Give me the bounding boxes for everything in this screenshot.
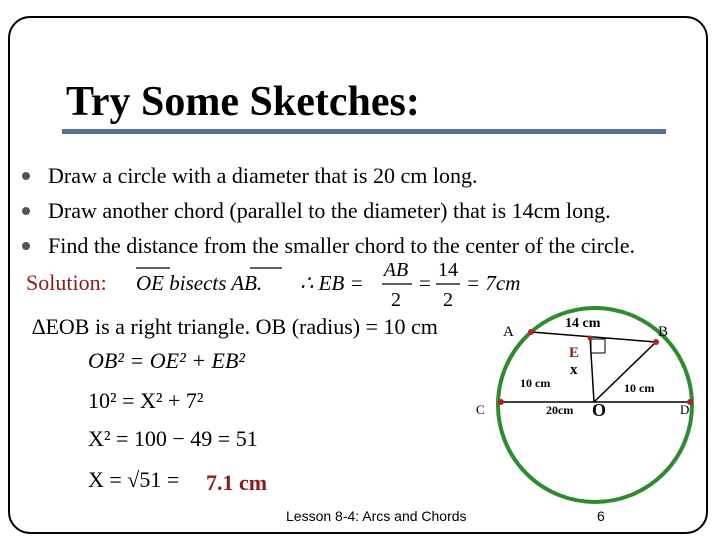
answer-value: 7.1 cm — [206, 470, 268, 495]
label-b: B — [658, 324, 669, 340]
fraction-1-denominator: 2 — [391, 289, 401, 311]
fraction-2-denominator: 2 — [443, 289, 453, 311]
footer-lesson: Lesson 8-4: Arcs and Chords — [286, 508, 467, 524]
therefore-lhs: ∴ EB = — [300, 271, 364, 295]
fraction-1-numerator: AB — [383, 259, 409, 281]
label-c: C — [476, 402, 485, 417]
task-item-3: Find the distance from the smaller chord to the center of the circle. — [22, 228, 635, 263]
point-a — [528, 329, 534, 335]
step-subtract: X² = 100 − 49 = 51 — [88, 426, 258, 451]
task-item-2: Draw another chord (parallel to the diameter) that is 14cm long. — [22, 193, 635, 228]
therefore-rhs: = 7cm — [466, 271, 521, 295]
chord-ab — [531, 332, 656, 342]
triangle-statement: ∆EOB is a right triangle. OB (radius) = 10 cm — [32, 314, 438, 339]
solution-label: Solution: — [26, 270, 107, 295]
page-number: 6 — [597, 508, 605, 524]
label-radius-left: 10 cm — [520, 376, 551, 390]
fraction-2-numerator: 14 — [438, 259, 458, 281]
slide-title: Try Some Sketches: — [66, 79, 420, 125]
step-pythagorean: OB² = OE² + EB² — [88, 348, 246, 373]
label-chord-length: 14 cm — [565, 316, 601, 331]
point-e — [588, 336, 593, 341]
label-d: D — [680, 402, 690, 417]
right-angle-marker — [591, 339, 605, 353]
bisect-statement: OE bisects AB. — [136, 271, 263, 295]
label-e: E — [569, 345, 580, 361]
label-a: A — [503, 324, 514, 340]
step-substitute: 10² = X² + 7² — [88, 388, 204, 413]
label-o: O — [592, 400, 607, 420]
task-item-1: Draw a circle with a diameter that is 20 cm long. — [22, 158, 635, 193]
label-diameter-length: 20cm — [546, 403, 574, 417]
step-sqrt: X = √51 = — [88, 467, 180, 492]
svg-text:=: = — [419, 271, 431, 295]
label-x: x — [570, 362, 578, 378]
label-radius-right: 10 cm — [624, 381, 655, 395]
point-c — [498, 399, 504, 405]
